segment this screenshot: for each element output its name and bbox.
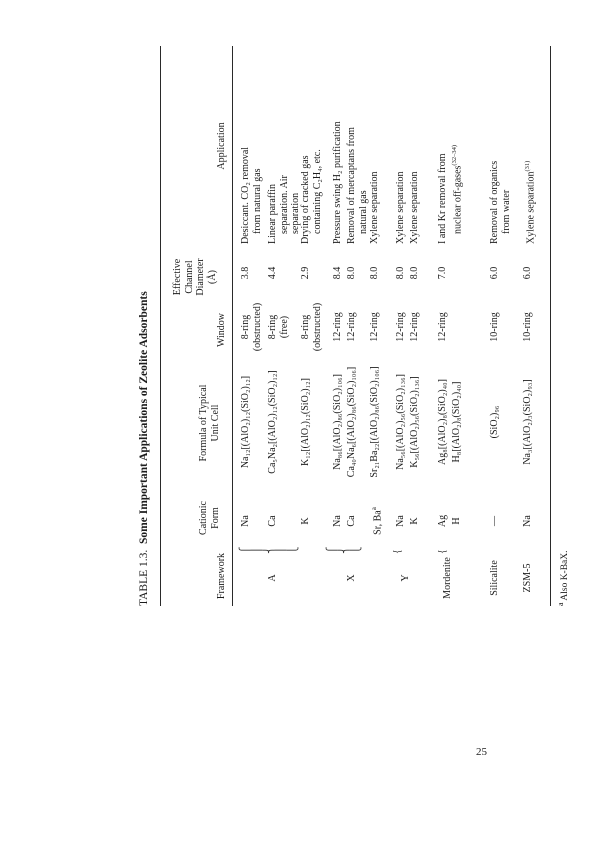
footnote-text: Also K-BaX. — [560, 550, 571, 601]
application-line: Xylene separation — [409, 171, 420, 244]
header-formula-1: Formula of Typical — [198, 384, 209, 462]
application-line: natural gas — [357, 190, 369, 234]
application-cell — [437, 145, 463, 244]
diameter-cell: 8.0 — [409, 266, 420, 280]
window-line: 10-ring — [522, 312, 533, 342]
footnote-marker: a — [556, 602, 565, 606]
cation-text: K — [300, 517, 311, 525]
cation-cell — [409, 502, 421, 540]
top-rule — [160, 46, 161, 606]
brace-x: ⎧ ⎨ ⎩ — [327, 546, 362, 554]
header-diameter-4: (Å) — [206, 270, 218, 284]
header-diameter-2: Channel — [183, 260, 195, 294]
window-cell — [346, 300, 358, 354]
framework-cell: Silicalite — [489, 560, 500, 596]
application-cell — [409, 172, 421, 244]
window-cell — [267, 300, 290, 354]
cation-text: Na — [522, 515, 533, 527]
formula-cell: Ag₈[(AlO₂)₈(SiO₂)₄₀] — [437, 379, 448, 465]
header-window: Window — [216, 312, 227, 348]
framework-cell: ZSM-5 — [522, 563, 533, 593]
framework-cell: A — [267, 574, 278, 582]
application-line: Xylene separation$^{(31)}$ — [524, 160, 537, 244]
cation-cell — [346, 502, 358, 540]
application-cell — [395, 172, 407, 244]
application-line: Pressure swing H₂ purification — [332, 121, 343, 244]
table-footnote — [556, 550, 570, 606]
header-cationic-1: Cationic — [198, 501, 209, 535]
window-line: 12-ring — [437, 312, 448, 342]
formula-cell: K₅₆[(AlO₂)₅₆(SiO₂)₁₃₆] — [409, 376, 420, 468]
formula-cell: Ca₄₀Na₆[(AlO₂)₈₆(SiO₂)₁₀₆] — [346, 366, 357, 478]
diameter-cell: 8.4 — [332, 266, 343, 280]
diameter-cell: 8.0 — [346, 266, 357, 280]
window-line: 8-ring — [267, 314, 278, 340]
header-application: Application — [216, 122, 227, 170]
diameter-cell: 4.4 — [267, 266, 278, 280]
window-cell — [522, 300, 534, 354]
application-line: Desiccant. CO₂ removal — [240, 146, 251, 244]
table-title: Some Important Applications of Zeolite Adsorbents — [138, 291, 150, 544]
formula-cell: (SiO₂)₉₆ — [489, 405, 500, 439]
reference-marker: (32–34) — [450, 145, 458, 166]
window-cell — [240, 300, 263, 354]
application-cell — [240, 147, 263, 244]
formula-cell: Na₈₆[(AlO₂)₈₆(SiO₂)₁₀₆] — [332, 374, 343, 470]
application-cell — [332, 121, 344, 244]
header-cationic-2: Form — [209, 507, 221, 529]
formula-cell: Na₅₆[(AlO₂)₅₆(SiO₂)₁₃₆] — [395, 374, 406, 470]
cation-text: Ca — [267, 515, 278, 527]
cation-cell — [522, 502, 534, 540]
cation-text: Ag — [437, 514, 448, 528]
reference-marker: (31) — [524, 160, 531, 172]
formula-cell: Na₃[(AlO₂)₃(SiO₂)₉₃] — [522, 379, 533, 465]
cation-cell — [300, 502, 312, 540]
cation-text: Na — [332, 515, 343, 527]
cation-cell — [395, 502, 407, 540]
cation-text: K — [409, 517, 420, 525]
window-line: 12-ring — [332, 312, 343, 342]
cation-cell — [240, 502, 252, 540]
application-line: from water — [500, 189, 512, 234]
brace-a: ⎧ ⎪ ⎨ ⎪ ⎩ — [240, 546, 299, 554]
window-cell — [395, 300, 407, 354]
application-line: separation — [290, 192, 301, 234]
window-line: 10-ring — [489, 312, 500, 342]
header-formula-2: Unit Cell — [209, 404, 221, 442]
window-cell — [437, 300, 449, 354]
rotated-table — [132, 46, 577, 606]
header-diameter — [172, 254, 218, 300]
application-line: from natural gas — [251, 168, 263, 234]
formula-cell: H₈[(AlO₂)₈(SiO₂)₄₀] — [451, 381, 462, 463]
window-line: (obstructed) — [311, 302, 323, 352]
header-diameter-1: Effective — [172, 258, 183, 296]
brace-mordenite: { — [437, 549, 448, 554]
formula-cell: K₁₂[(AlO₂)₁₂(SiO₂)₁₂] — [300, 378, 311, 466]
cation-text: Sr, Ba — [372, 510, 384, 535]
header-cationic — [198, 492, 221, 544]
diameter-cell: 8.0 — [369, 266, 380, 280]
formula-cell: Na₁₂[(AlO₂)₁₂(SiO₂)₁₂] — [240, 375, 251, 469]
window-cell — [369, 300, 381, 354]
bottom-rule — [550, 46, 551, 606]
window-cell — [300, 300, 323, 354]
cation-cell — [267, 502, 279, 540]
window-line: 12-ring — [369, 312, 380, 342]
application-line: Xylene separation — [369, 171, 380, 244]
window-line: (free) — [278, 315, 290, 339]
header-rule — [232, 46, 233, 606]
application-cell — [346, 127, 369, 244]
application-line: nuclear off-gases$^{(32-34)}$ — [450, 145, 463, 234]
cation-text: Ca — [346, 515, 357, 527]
application-line: Xylene separation — [395, 171, 406, 244]
application-cell — [300, 149, 323, 244]
diameter-cell: 7.0 — [437, 266, 448, 280]
diameter-cell: 3.8 — [240, 266, 251, 280]
formula-cell: Ca₅Na₂[(AlO₂)₁₂(SiO₂)₁₂] — [267, 370, 278, 474]
header-framework: Framework — [216, 552, 227, 600]
framework-cell: Y — [400, 574, 411, 582]
diameter-cell: 2.9 — [300, 266, 311, 280]
cation-cell — [332, 502, 344, 540]
cation-text: Na — [395, 515, 406, 527]
cation-text: — — [489, 516, 500, 526]
application-line: Linear paraffin — [267, 183, 278, 244]
application-line: Removal of mercaptans from — [346, 127, 357, 244]
table-caption — [138, 291, 150, 606]
cation-text: H — [451, 517, 462, 525]
diameter-cell: 8.0 — [395, 266, 406, 280]
application-cell — [369, 172, 381, 244]
page-number: 25 — [476, 746, 487, 758]
cation-text: Na — [240, 515, 251, 527]
cation-cell — [437, 502, 449, 540]
cation-footnote-marker: a — [370, 507, 378, 511]
application-line: separation. Air — [278, 175, 290, 234]
cation-cell — [369, 502, 384, 540]
window-cell — [409, 300, 421, 354]
application-cell — [522, 161, 537, 244]
application-cell — [489, 161, 512, 244]
brace-y: { — [392, 549, 403, 554]
table-label: TABLE 1.3. — [138, 549, 150, 606]
application-line: containing C₂H₄, etc. — [311, 149, 323, 234]
header-diameter-3: Diameter — [195, 258, 206, 296]
diameter-cell: 6.0 — [522, 266, 533, 280]
window-line: 12-ring — [346, 312, 357, 342]
diameter-cell: 6.0 — [489, 266, 500, 280]
window-line: 8-ring — [300, 314, 311, 340]
cation-cell — [451, 502, 463, 540]
application-line: Removal of organics — [489, 160, 500, 244]
window-line: (obstructed) — [251, 302, 263, 352]
application-cell — [267, 175, 302, 244]
window-line: 8-ring — [240, 314, 251, 340]
formula-cell: Sr₂₁Ba₂₂[(AlO₂)₈₆(SiO₂)₁₀₆] — [369, 366, 380, 478]
cation-cell — [489, 502, 501, 540]
framework-cell: Mordenite — [442, 557, 453, 599]
header-formula — [198, 368, 221, 478]
window-line: 12-ring — [409, 312, 420, 342]
window-cell — [489, 300, 501, 354]
framework-cell: X — [346, 574, 357, 582]
window-line: 12-ring — [395, 312, 406, 342]
application-line: Drying of cracked gas — [300, 155, 311, 244]
window-cell — [332, 300, 344, 354]
application-line: I and Kr removal from — [437, 153, 448, 244]
